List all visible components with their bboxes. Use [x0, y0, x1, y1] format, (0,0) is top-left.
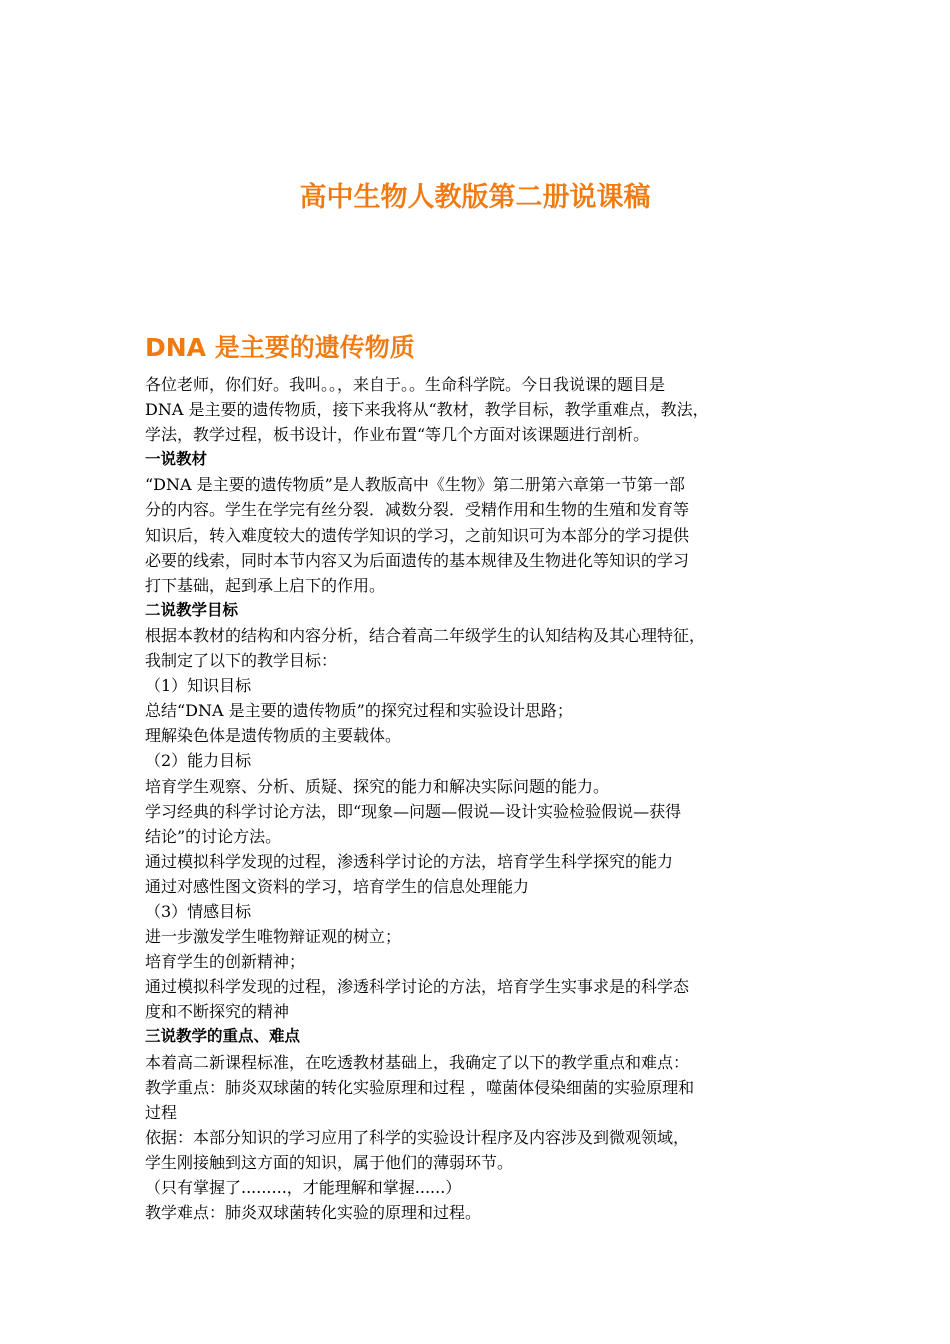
paragraph-line: 通过对感性图文资料的学习，培育学生的信息处理能力	[145, 876, 530, 896]
paragraph-line: 教学重点：肺炎双球菌的转化实验原理和过程 ，噬菌体侵染细菌的实验原理和	[145, 1077, 695, 1097]
paragraph-line: 学法，教学过程，板书设计，作业布置“等几个方面对该课题进行剖析。	[145, 425, 650, 445]
paragraph-line: （2）能力目标	[145, 751, 252, 771]
paragraph-line: “DNA 是主要的遗传物质”是人教版高中《生物》第二册第六章第一节第一部	[145, 475, 685, 495]
paragraph-line: 学习经典的科学讨论方法，即“现象—问题—假说—设计实验检验假说—获得	[145, 801, 682, 821]
paragraph-line: 通过模拟科学发现的过程，渗透科学讨论的方法，培育学生科学探究的能力	[145, 851, 674, 871]
paragraph-line: 度和不断探究的精神	[145, 1002, 290, 1022]
document-title: 高中生物人教版第二册说课稿	[299, 182, 651, 213]
paragraph-line: 学生刚接触到这方面的知识，属于他们的薄弱环节。	[145, 1152, 514, 1172]
paragraph-line: 通过模拟科学发现的过程，渗透科学讨论的方法，培育学生实事求是的科学态	[145, 977, 690, 997]
paragraph-line: （1）知识目标	[145, 676, 252, 696]
paragraph-line: 培育学生的创新精神；	[145, 952, 306, 972]
paragraph-line: 教学难点：肺炎双球菌转化实验的原理和过程。	[145, 1203, 482, 1223]
paragraph-line: 进一步激发学生唯物辩证观的树立；	[145, 927, 402, 947]
section-title: DNA 是主要的遗传物质	[145, 333, 415, 362]
paragraph-line: 必要的线索，同时本节内容又为后面遗传的基本规律及生物进化等知识的学习	[145, 550, 690, 570]
paragraph-line: 培育学生观察、分析、质疑、探究的能力和解决实际问题的能力。	[145, 776, 610, 796]
paragraph-line: 依据：本部分知识的学习应用了科学的实验设计程序及内容涉及到微观领域，	[145, 1127, 690, 1147]
paragraph-line: 我制定了以下的教学目标：	[145, 651, 338, 671]
paragraph-line: （3）情感目标	[145, 901, 252, 921]
paragraph-line: 理解染色体是遗传物质的主要载体。	[145, 726, 402, 746]
paragraph-line: 本着高二新课程标准，在吃透教材基础上，我确定了以下的教学重点和难点：	[145, 1052, 690, 1072]
document-body	[145, 372, 835, 1225]
section-heading: 三说教学的重点、难点	[145, 1027, 301, 1046]
paragraph-line: DNA 是主要的遗传物质，接下来我将从“教材，教学目标，教学重难点，教法，	[145, 400, 709, 420]
paragraph-line: 结论”的讨论方法。	[145, 826, 282, 846]
paragraph-line: 根据本教材的结构和内容分析，结合着高二年级学生的认知结构及其心理特征，	[145, 625, 706, 645]
section-heading: 一说教材	[145, 450, 208, 469]
paragraph-line: 各位老师，你们好。我叫。。，来自于。。生命科学院。今日我说课的题目是	[145, 375, 666, 394]
paragraph-line: 打下基础，起到承上启下的作用。	[145, 575, 386, 595]
paragraph-line: （只有掌握了.........，才能理解和掌握......）	[145, 1178, 462, 1197]
paragraph-line: 知识后，转入难度较大的遗传学知识的学习，之前知识可为本部分的学习提供	[145, 525, 690, 545]
paragraph-line: 分的内容。学生在学完有丝分裂．减数分裂．受精作用和生物的生殖和发育等	[145, 500, 690, 520]
paragraph-line: 总结“DNA 是主要的遗传物质”的探究过程和实验设计思路；	[145, 701, 573, 721]
paragraph-line: 过程	[145, 1102, 178, 1122]
section-heading: 二说教学目标	[145, 600, 239, 619]
